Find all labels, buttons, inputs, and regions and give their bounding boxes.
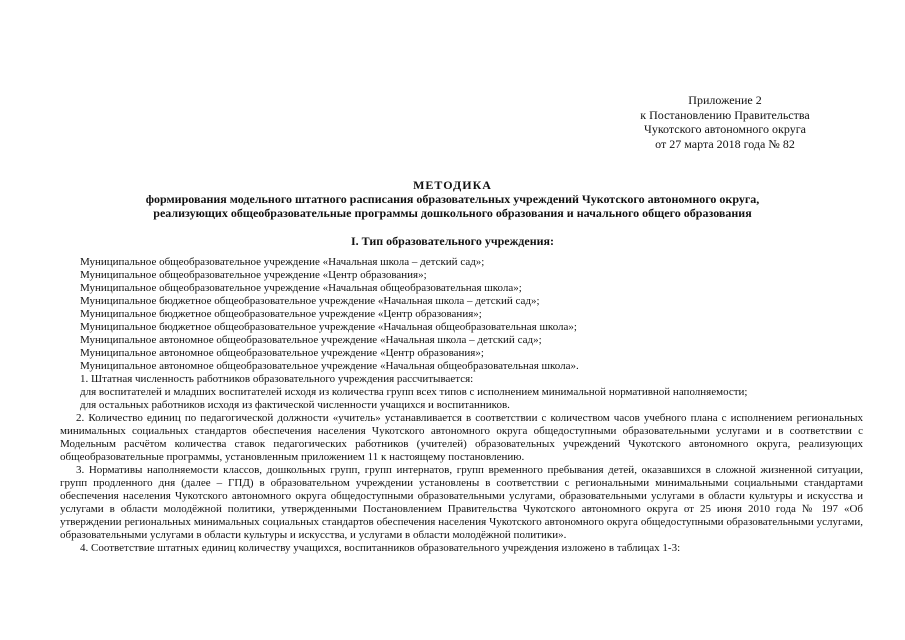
list-item: Муниципальное общеобразовательное учреждение «Начальная общеобразовательная школа»; bbox=[80, 282, 522, 294]
paragraph-4: 4. Соответствие штатных единиц количеству учащихся, воспитанников образовательного учреждения изложено в таблицах 1-3: bbox=[80, 542, 681, 554]
appendix-line-4: от 27 марта 2018 года № 82 bbox=[655, 136, 795, 151]
appendix-line-2: к Постановлению Правительства bbox=[640, 107, 810, 122]
document-title bbox=[60, 178, 845, 220]
section-title: I. Тип образовательного учреждения: bbox=[350, 234, 555, 248]
title-line-2: реализующих общеобразовательные программы дошкольного образования и начального общего образования bbox=[153, 206, 752, 220]
appendix-line-1: Приложение 2 bbox=[688, 93, 762, 107]
list-item: Муниципальное бюджетное общеобразовательное учреждение «Начальная общеобразовательная школа»; bbox=[80, 321, 577, 333]
paragraph-3: 3. Нормативы наполняемости классов, дошкольных групп, групп интернатов, групп временного пребывания детей, оказавшихся в сложной жизненной ситуации, групп продленного дня (далее – ГПД) в образовательном учреждении установлены в соответствии с региональными минимальными социальными стандартами обеспечения населения Чукотского автономного округа общедоступными образовательными услугами, образовательными услугами в области культуры и искусства и услугами в области молодёжной политики, утвержденными Постановлением Правительства Чукотского автономного округа от 25 июня 2010 года № 197 «Об утверждении региональных минимальных социальных стандартов обеспечения населения Чукотского автономного округа общедоступными образовательными услугами, образовательными услугами в области культуры и искусства, и услугами в области молодёжной политики». bbox=[60, 464, 863, 541]
list-item: Муниципальное бюджетное общеобразовательное учреждение «Начальная школа – детский сад»; bbox=[80, 295, 540, 307]
title-heading: МЕТОДИКА bbox=[413, 178, 492, 192]
list-item: Муниципальное автономное общеобразовательное учреждение «Центр образования»; bbox=[80, 347, 484, 359]
list-item: Муниципальное бюджетное общеобразовательное учреждение «Центр образования»; bbox=[80, 308, 482, 320]
paragraph-1b: для остальных работников исходя из фактической численности учащихся и воспитанников. bbox=[80, 399, 510, 411]
appendix-line-3: Чукотского автономного округа bbox=[644, 122, 806, 136]
list-item: Муниципальное автономное общеобразовательное учреждение «Начальная общеобразовательная школа». bbox=[80, 360, 579, 372]
paragraph-1: 1. Штатная численность работников образовательного учреждения рассчитывается: bbox=[80, 373, 474, 385]
title-line-1: формирования модельного штатного расписания образовательных учреждений Чукотского автономного округа, bbox=[145, 192, 760, 206]
appendix-block bbox=[605, 93, 845, 151]
document-body bbox=[60, 256, 863, 555]
list-item: Муниципальное общеобразовательное учреждение «Начальная школа – детский сад»; bbox=[80, 256, 485, 268]
list-item: Муниципальное автономное общеобразовательное учреждение «Начальная школа – детский сад»; bbox=[80, 334, 542, 346]
list-item: Муниципальное общеобразовательное учреждение «Центр образования»; bbox=[80, 269, 427, 281]
paragraph-2: 2. Количество единиц по педагогической должности «учитель» устанавливается в соответствии с количеством часов учебного плана с исполнением региональных минимальных социальных стандартов обеспечения населения Чукотского автономного округа общедоступными образовательными услугами и в соответствии с Модельным расчётом количества ставок педагогических работников (учителей) образовательных учреждений Чукотского автономного округа, реализующих общеобразовательные программы, установленным приложением 11 к настоящему постановлению. bbox=[60, 412, 863, 463]
paragraph-1a: для воспитателей и младших воспитателей исходя из количества групп всех типов с исполнением минимальной нормативной наполняемости; bbox=[80, 386, 748, 398]
